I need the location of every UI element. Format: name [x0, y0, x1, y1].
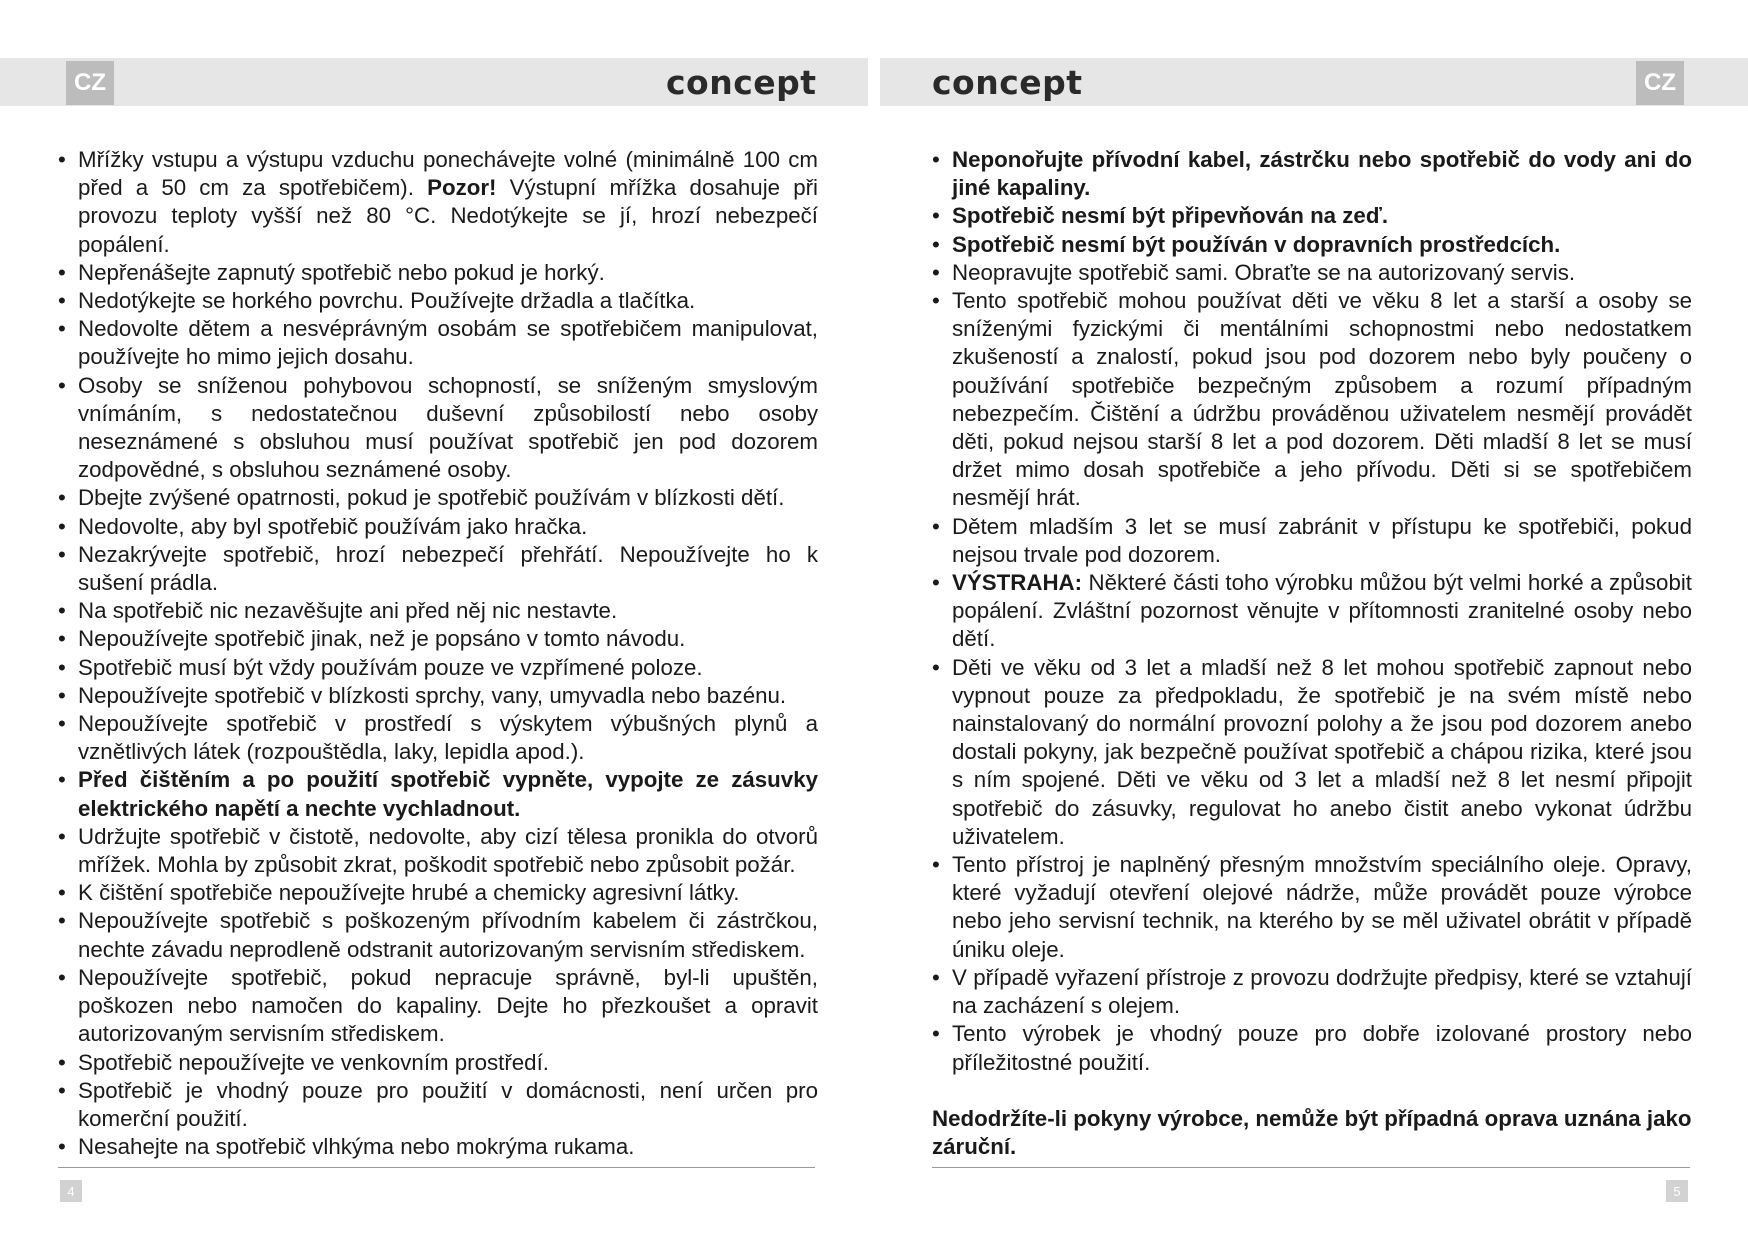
list-item [58, 372, 818, 485]
list-item [58, 513, 818, 541]
list-item [58, 682, 818, 710]
left-concept-logo: concept [666, 62, 817, 102]
list-item [58, 1049, 818, 1077]
bold-text: Spotřebič nesmí být připevňován na zeď. [952, 203, 1389, 229]
list-item [932, 287, 1692, 513]
item-text: Nepoužívejte spotřebič jinak, než je popsáno v tomto návodu. [78, 626, 686, 652]
item-text: Nedovolte dětem a nesvéprávným osobám se spotřebičem manipulovat, používejte ho mimo jejich dosahu. [78, 316, 818, 370]
list-item [58, 259, 818, 287]
bold-text: Neponořujte přívodní kabel, zástrčku nebo spotřebič do vody ani do jiné kapaliny. [952, 147, 1692, 201]
list-item [932, 259, 1692, 287]
item-text: Spotřebič musí být vždy používám pouze ve vzpřímené poloze. [78, 654, 703, 680]
item-text: Nezakrývejte spotřebič, hrozí nebezpečí přehřátí. Nepoužívejte ho k sušení prádla. [78, 541, 818, 596]
list-item [932, 569, 1692, 654]
right-safety-list [932, 146, 1692, 1077]
list-item [58, 964, 818, 1049]
list-item [58, 766, 818, 822]
item-text: Na spotřebič nic nezavěšujte ani před něj nic nestavte. [78, 598, 618, 624]
item-text: Výstupní mřížka dosahuje při provozu teploty vyšší než 80 °C. Nedotýkejte se jí, hrozí nebezpečí popálení. [78, 175, 818, 257]
item-text: Některé části toho výrobku můžou být velmi horké a způsobit popálení. Zvláštní pozornost věnujte v přítomnosti zranitelné osoby nebo dětí. [952, 570, 1692, 652]
item-text: Tento výrobek je vhodný pouze pro dobře izolované prostory nebo příležitostné použití. [952, 1021, 1692, 1075]
item-text: Neopravujte spotřebič sami. Obraťte se na autorizovaný servis. [952, 259, 1576, 285]
list-item [932, 851, 1692, 964]
item-text: Nesahejte na spotřebič vlhkýma nebo mokrýma rukama. [78, 1134, 635, 1160]
bold-text: Pozor! [427, 175, 497, 201]
list-item [58, 1077, 818, 1133]
left-page-number: 4 [60, 1180, 82, 1202]
item-text: Spotřebič nepoužívejte ve venkovním prostředí. [78, 1049, 549, 1075]
right-page-column [932, 146, 1692, 1161]
item-text: Nepřenášejte zapnutý spotřebič nebo pokud je horký. [78, 259, 605, 285]
list-item [58, 710, 818, 766]
list-item [932, 231, 1692, 259]
list-item [58, 597, 818, 625]
item-text: Nedotýkejte se horkého povrchu. Používejte držadla a tlačítka. [78, 288, 696, 314]
list-item [932, 146, 1692, 202]
warranty-note: Nedodržíte-li pokyny výrobce, nemůže být případná oprava uznána jako záruční. [932, 1105, 1692, 1159]
right-concept-logo: concept [932, 62, 1083, 102]
bold-text: VÝSTRAHA: [952, 570, 1083, 596]
item-text: Tento spotřebič mohou používat děti ve věku 8 let a starší a osoby se sníženými fyzickými či mentálními schopnostmi nebo nedostatkem zkušeností a znalostí, pokud jsou pod dozorem nebo byly poučeny o používání spotřebiče bezpečným způsobem a rozumí případným nebezpečím. Čištění a údržbu prováděnou uživatelem nesmějí provádět děti, pokud nejsou starší 8 let a pod dozorem. Děti mladší 8 let se musí držet mimo dosah spotřebiče a jeho přívodu. Děti si se spotřebičem nesmějí hrát. [952, 288, 1692, 511]
item-text: Nepoužívejte spotřebič v prostředí s výskytem výbušných plynů a vznětlivých látek (rozpouštědla, laky, lepidla apod.). [78, 711, 818, 765]
item-text: Nedovolte, aby byl spotřebič používám jako hračka. [78, 513, 588, 539]
list-item [58, 315, 818, 371]
list-item [58, 1133, 818, 1161]
item-text: Dětem mladším 3 let se musí zabránit v přístupu ke spotřebiči, pokud nejsou trvale pod dozorem. [952, 513, 1692, 567]
item-text: Spotřebič je vhodný pouze pro použití v domácnosti, není určen pro komerční použití. [78, 1077, 818, 1131]
list-item [58, 654, 818, 682]
list-item [58, 879, 818, 907]
list-item [932, 513, 1692, 569]
list-item [58, 287, 818, 315]
left-page-column [58, 146, 818, 1161]
item-text: Udržujte spotřebič v čistotě, nedovolte, aby cizí tělesa pronikla do otvorů mřížek. Mohla by způsobit zkrat, poškodit spotřebič nebo způsobit požár. [78, 823, 818, 878]
item-text: V případě vyřazení přístroje z provozu dodržujte předpisy, které se vztahují na zacházení s olejem. [952, 964, 1692, 1019]
right-language-badge: CZ [1636, 61, 1684, 105]
item-text: Dbejte zvýšené opatrnosti, pokud je spotřebič používám v blízkosti dětí. [78, 485, 785, 511]
list-item [58, 484, 818, 512]
item-text: Osoby se sníženou pohybovou schopností, se sníženým smyslovým vnímáním, s nedostatečnou duševní způsobilostí nebo osoby neseznámené s obsluhou musí používat spotřebič jen pod dozorem zodpovědné, s obsluhou seznámené osoby. [78, 372, 818, 483]
item-text: Nepoužívejte spotřebič v blízkosti sprchy, vany, umyvadla nebo bazénu. [78, 682, 787, 708]
list-item [932, 202, 1692, 230]
left-safety-list [58, 146, 818, 1161]
bold-text: Spotřebič nesmí být používán v dopravních prostředcích. [952, 231, 1561, 257]
left-footer-rule [58, 1167, 815, 1168]
list-item [932, 1020, 1692, 1076]
left-language-badge: CZ [66, 61, 114, 105]
list-item [932, 654, 1692, 851]
item-text: Tento přístroj je naplněný přesným množstvím speciálního oleje. Opravy, které vyžadují otevření olejové nádrže, může provádět pouze výrobce nebo jeho servisní technik, na kterého by se měl uživatel obrátit v případě úniku oleje. [952, 852, 1692, 962]
right-page-number: 5 [1666, 1180, 1688, 1202]
item-text: Děti ve věku od 3 let a mladší než 8 let mohou spotřebič zapnout nebo vypnout pouze za předpokladu, že spotřebič je na svém místě nebo nainstalovaný do normální provozní polohy a že jsou pod dozorem anebo dostali pokyny, jak bezpečně používat spotřebič a chápou rizika, které jsou s ním spojené. Děti ve věku od 3 let a mladší než 8 let nesmí připojit spotřebič do zásuvky, regulovat ho anebo čistit anebo vykonat údržbu uživatelem. [952, 654, 1692, 849]
list-item [58, 625, 818, 653]
item-text: Mřížky vstupu a výstupu vzduchu ponechávejte volné (minimálně 100 cm před a 50 cm za spotřebičem). [78, 147, 818, 201]
right-footer-rule [932, 1167, 1690, 1168]
list-item [58, 146, 818, 259]
list-item [58, 823, 818, 879]
list-item [932, 964, 1692, 1020]
list-item [58, 907, 818, 963]
item-text: Nepoužívejte spotřebič, pokud nepracuje správně, byl-li upuštěn, poškozen nebo namočen do kapaliny. Dejte ho přezkoušet a opravit autorizovaným servisním střediskem. [78, 964, 818, 1047]
list-item [58, 541, 818, 597]
item-text: K čištění spotřebiče nepoužívejte hrubé a chemicky agresivní látky. [78, 880, 740, 906]
item-text: Nepoužívejte spotřebič s poškozeným přívodním kabelem či zástrčkou, nechte závadu neprodleně odstranit autorizovaným servisním střediskem. [78, 908, 818, 962]
bold-text: Před čištěním a po použití spotřebič vypněte, vypojte ze zásuvky elektrického napětí a nechte vychladnout. [78, 767, 818, 821]
